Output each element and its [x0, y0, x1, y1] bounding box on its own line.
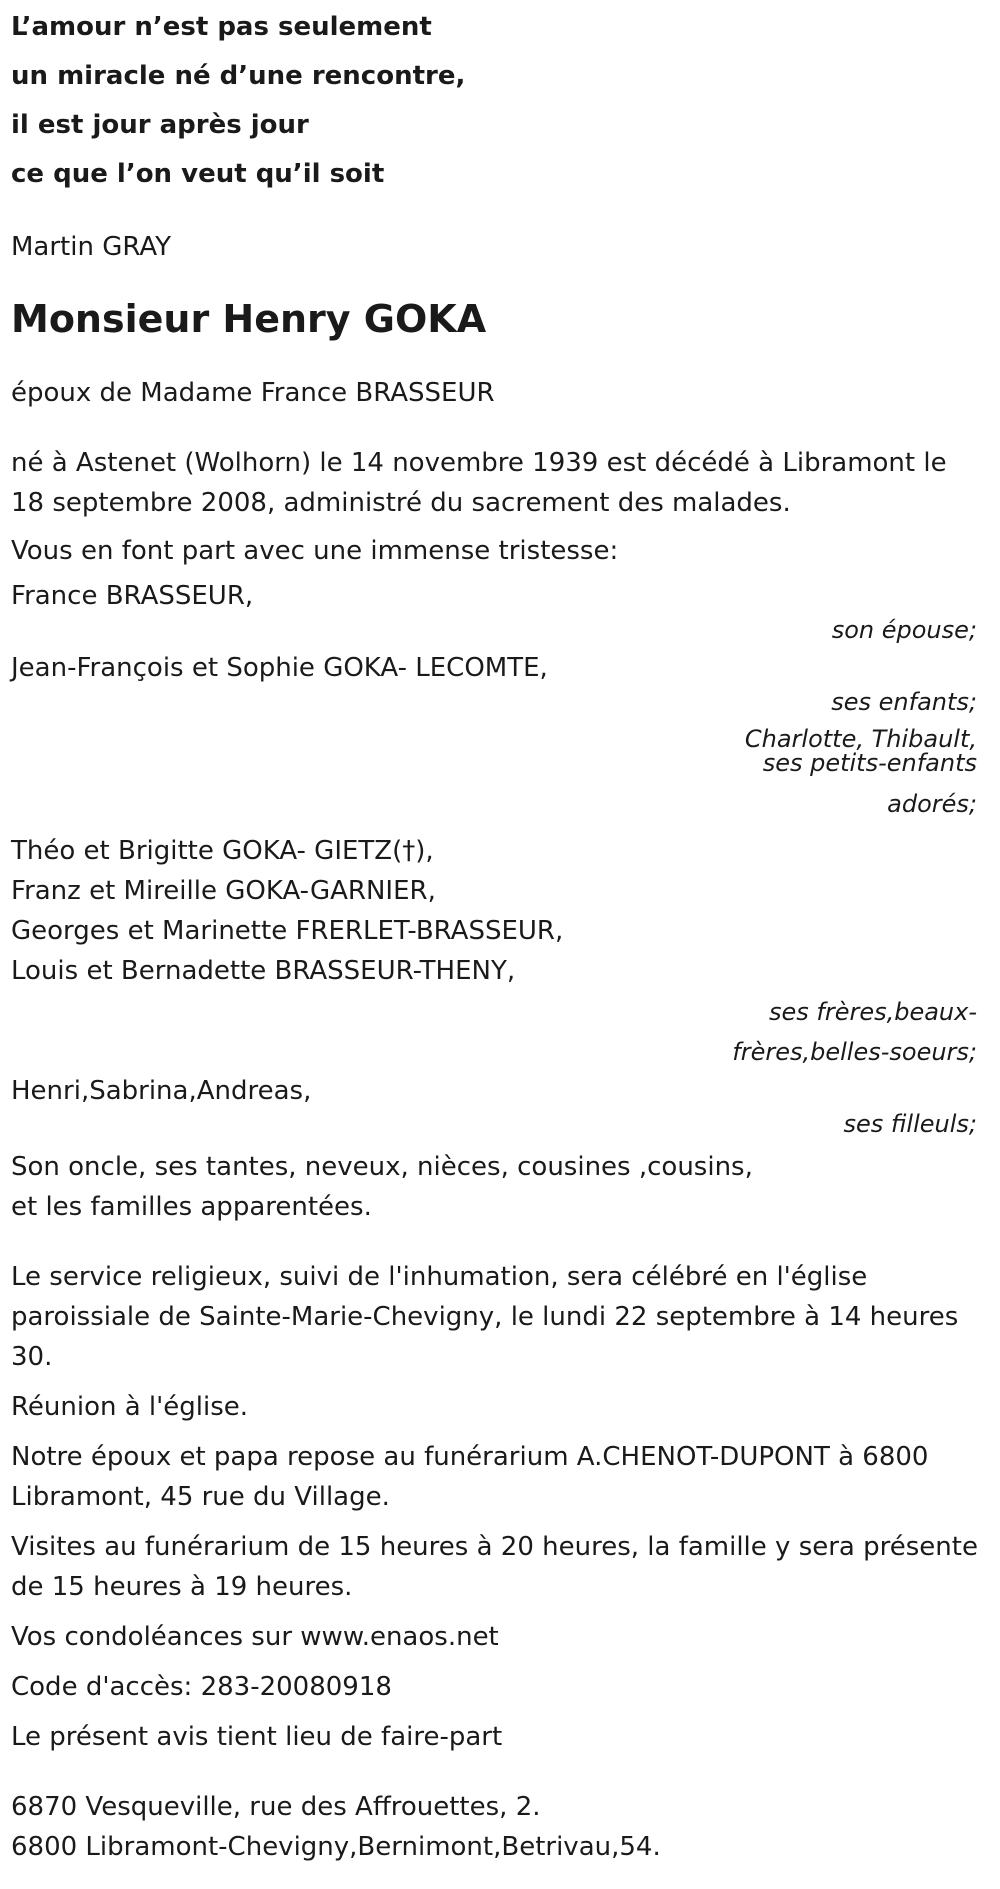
quote-block — [11, 3, 993, 199]
obituary-notice — [11, 0, 993, 1867]
service-block — [11, 1257, 993, 1377]
quote-line: ce que l’on veut qu’il soit — [11, 159, 385, 189]
spouse-line: époux de Madame France BRASSEUR — [11, 378, 495, 408]
address-line: 6870 Vesqueville, rue des Affrouettes, 2. — [11, 1792, 541, 1822]
visits-line: de 15 heures à 19 heures. — [11, 1572, 353, 1602]
spouse-name: France BRASSEUR, — [11, 581, 254, 611]
siblings-role-cont: frères,belles-soeurs; — [732, 1038, 977, 1066]
birth-death-block — [11, 443, 993, 523]
sibling-line: Louis et Bernadette BRASSEUR-THENY, — [11, 956, 516, 986]
grandchildren-names: Charlotte, Thibault, — [744, 725, 977, 753]
visits-block — [11, 1527, 993, 1607]
service-line: Le service religieux, suivi de l'inhumation, sera célébré en l'église — [11, 1262, 868, 1292]
quote-line: L’amour n’est pas seulement — [11, 12, 432, 42]
family-list — [11, 581, 993, 1227]
funeral-home-line: Libramont, 45 rue du Village. — [11, 1482, 390, 1512]
service-line: paroissiale de Sainte-Marie-Chevigny, le lundi 22 septembre à 14 heures — [11, 1302, 959, 1332]
children-role: ses enfants; — [831, 688, 977, 716]
others-block — [11, 1147, 993, 1227]
service-line: 30. — [11, 1342, 53, 1372]
spouse-role: son épouse; — [831, 616, 977, 644]
siblings-role: ses frères,beaux- — [768, 998, 977, 1026]
announcement-line: Vous en font part avec une immense tristesse: — [11, 536, 619, 566]
deceased-name: Monsieur Henry GOKA — [11, 297, 487, 341]
others-line: et les familles apparentées. — [11, 1192, 372, 1222]
sibling-line: Franz et Mireille GOKA-GARNIER, — [11, 876, 436, 906]
grandchildren-role: ses petits-enfants — [762, 749, 977, 777]
quote-author: Martin GRAY — [11, 232, 172, 262]
godchildren-role: ses filleuls; — [843, 1110, 977, 1138]
funeral-home-line: Notre époux et papa repose au funérarium A.CHENOT-DUPONT à 6800 — [11, 1442, 929, 1472]
notice-line: Le présent avis tient lieu de faire-part — [11, 1722, 503, 1752]
siblings-block — [11, 831, 993, 991]
address-line: 6800 Libramont-Chevigny,Bernimont,Betrivau,54. — [11, 1832, 661, 1862]
children-names: Jean-François et Sophie GOKA- LECOMTE, — [11, 653, 548, 683]
access-code: Code d'accès: 283-20080918 — [11, 1672, 392, 1702]
sibling-line: Georges et Marinette FRERLET-BRASSEUR, — [11, 916, 564, 946]
visits-line: Visites au funérarium de 15 heures à 20 heures, la famille y sera présente — [11, 1532, 978, 1562]
godchildren-names: Henri,Sabrina,Andreas, — [11, 1076, 312, 1106]
condolences-line: Vos condoléances sur www.enaos.net — [11, 1622, 499, 1652]
birth-death-line: né à Astenet (Wolhorn) le 14 novembre 1939 est décédé à Libramont le — [11, 448, 947, 478]
grandchildren-role-adores: adorés; — [887, 790, 977, 818]
others-line: Son oncle, ses tantes, neveux, nièces, cousines ,cousins, — [11, 1152, 753, 1182]
quote-line: il est jour après jour — [11, 110, 309, 140]
birth-death-line: 18 septembre 2008, administré du sacrement des malades. — [11, 488, 791, 518]
funeral-home-block — [11, 1437, 993, 1517]
addresses-block — [11, 1787, 993, 1867]
sibling-line: Théo et Brigitte GOKA- GIETZ(†), — [11, 836, 434, 866]
quote-line: un miracle né d’une rencontre, — [11, 61, 466, 91]
meeting-line: Réunion à l'église. — [11, 1392, 249, 1422]
